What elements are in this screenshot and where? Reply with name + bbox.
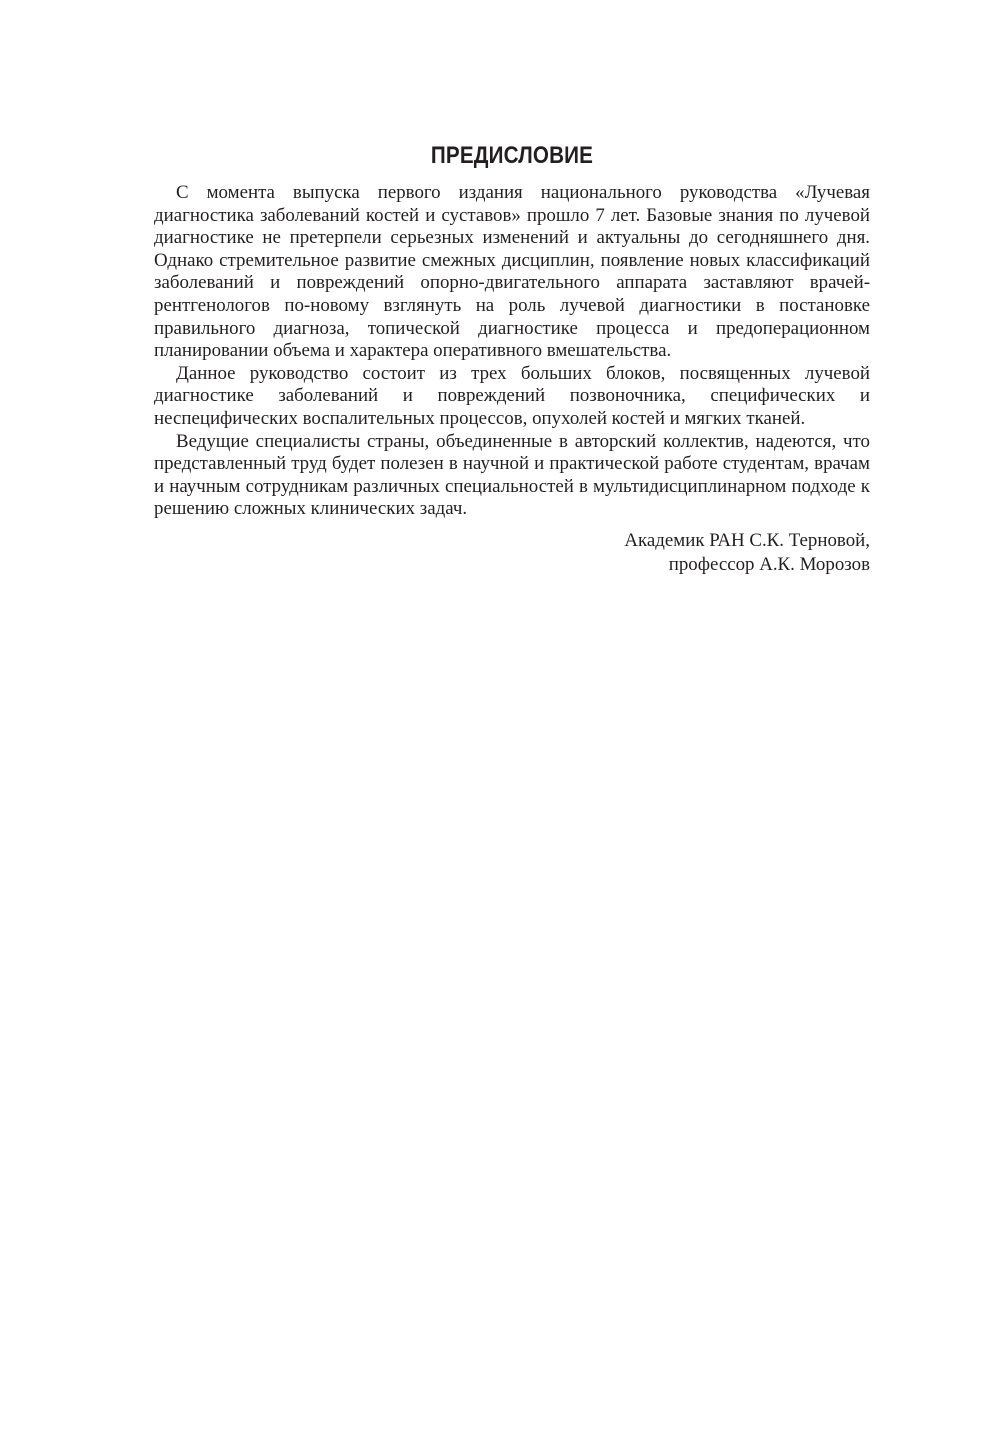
page-title: ПРЕДИСЛОВИЕ: [430, 142, 594, 169]
paragraph-3: Ведущие специалисты страны, объединенные в авторский коллектив, надеются, что представленный труд будет полезен в научной и практической работе студентам, врачам и научным сотрудникам различных специальностей в мультидисциплинарном подходе к решению сложных клинических задач.: [154, 430, 870, 520]
signature-block: [154, 529, 870, 577]
paragraph-2: Данное руководство состоит из трех больших блоков, посвященных лучевой диагностике заболеваний и повреждений позвоночника, специфических и неспецифических воспалительных процессов, опухолей костей и мягких тканей.: [154, 362, 870, 429]
preface-content: [154, 140, 870, 577]
paragraph-1: С момента выпуска первого издания национального руководства «Лучевая диагностика заболеваний костей и суставов» прошло 7 лет. Базовые знания по лучевой диагностике не претерпели серьезных изменений и актуальны до сегодняшнего дня. Однако стремительное развитие смежных дисциплин, появление новых классификаций заболеваний и повреждений опорно-двигательного аппарата заставляют врачей-рентгенологов по-новому взглянуть на роль лучевой диагностики в постановке правильного диагноза, топической диагностике процесса и предоперационном планировании объема и характера оперативного вмешательства.: [154, 182, 870, 362]
signature-line-1: Академик РАН С.К. Терновой,: [624, 529, 870, 551]
signature-line-2: профессор А.К. Морозов: [668, 553, 870, 575]
